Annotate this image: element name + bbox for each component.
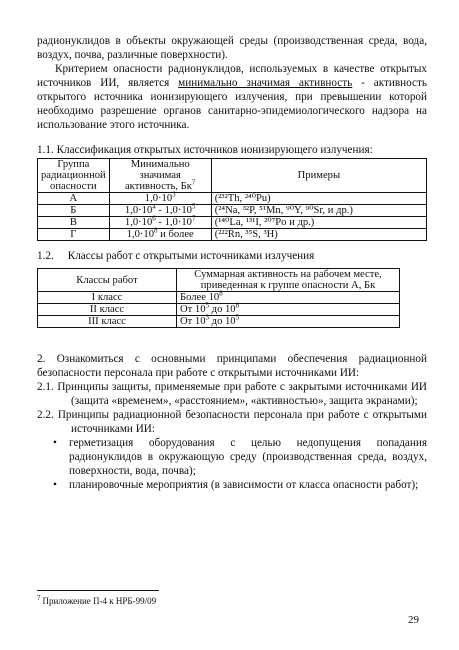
class-cell: II класс — [38, 304, 177, 316]
group-cell: В — [38, 217, 110, 229]
range-text: От 10 — [180, 316, 206, 327]
table-row — [38, 304, 400, 316]
footnote-text: Приложение П-4 к НРБ-99/09 — [42, 596, 157, 606]
point-2: 2. Ознакомиться с основными принципами обеспечения радиационной безопасности персонала при работе с открытыми источниками ИИ: — [37, 353, 427, 379]
bullet-icon: • — [53, 437, 57, 449]
examples-cell: (²²²Rn, ³⁵S, ³H) — [211, 229, 426, 241]
range-exp2: 8 — [235, 301, 240, 310]
table-row — [38, 316, 400, 328]
list-item — [37, 436, 427, 478]
bullet-text: герметизация оборудования с целью недопущения попадания радионуклидов в окружающую среду (производственная среда, воздух, поверхности, вода, почва); — [69, 437, 427, 477]
range-cell — [177, 313, 400, 328]
page-number: 29 — [408, 614, 419, 626]
bullet-text: планировочные мероприятия (в зависимости от класса опасности работ); — [69, 479, 419, 491]
activity-exp: 4 — [152, 202, 156, 211]
group-cell: Г — [38, 229, 110, 241]
activity-cell — [109, 202, 211, 217]
activity-exp2: 5 — [191, 202, 196, 211]
activity-rest: - 1,0·10 — [155, 217, 192, 228]
criterion-start: Критерием опасности радионуклидов, используемых в качестве открытых источников ИИ, является — [37, 63, 427, 89]
list-item — [37, 478, 427, 492]
table-row — [38, 205, 427, 217]
criterion-end: - активность открытого источника ионизирующего излучения, при превышении которой необходимо разрешение органов санитарно-эпидемиологического надзора на использование этого источника. — [37, 77, 427, 131]
range-cell — [177, 289, 400, 304]
footnote — [37, 596, 156, 606]
range-exp: 3 — [205, 313, 210, 322]
activity-cell — [109, 190, 211, 205]
footnote-mark: 7 — [37, 594, 41, 602]
range-exp2: 5 — [235, 313, 240, 322]
range-text: Более 10 — [180, 292, 220, 303]
examples-cell: (²³²Th, ²⁴⁰Pu) — [211, 193, 426, 205]
range-mid: до 10 — [209, 316, 236, 327]
activity-exp2: 7 — [191, 214, 196, 223]
class-cell: I класс — [38, 292, 177, 304]
activity-value: 1,0·10 — [124, 205, 153, 216]
range-exp: 8 — [219, 289, 223, 298]
footnote-ref: 7 — [191, 178, 196, 187]
range-text: От 10 — [180, 304, 206, 315]
activity-value: 1,0·10 — [144, 193, 173, 204]
class-cell: III класс — [38, 316, 177, 328]
header-total-activity: Суммарная активность на рабочем месте, приведенная к группе опасности А, Бк — [177, 269, 400, 292]
page-body — [37, 34, 427, 492]
criterion-paragraph — [37, 62, 427, 132]
activity-exp: 3 — [172, 190, 176, 199]
range-mid: до 10 — [209, 304, 236, 315]
header-group: Группа радиационной опасности — [38, 159, 110, 193]
classification-table — [37, 158, 427, 241]
section-2-title: 1.2. Классы работ с открытыми источниками излучения — [37, 250, 315, 262]
activity-value: 1,0·10 — [126, 229, 155, 240]
examples-cell: (²⁴Na, ³²P, ⁵¹Mn, ⁹⁰Y, ⁹⁰Sr, и др.) — [211, 205, 426, 217]
activity-value: 1,0·10 — [124, 217, 153, 228]
footnote-divider — [37, 590, 159, 591]
activity-exp: 8 — [154, 226, 158, 235]
group-cell: А — [38, 193, 110, 205]
table-header-row — [38, 159, 427, 193]
table-row — [38, 292, 400, 304]
group-cell: Б — [38, 205, 110, 217]
activity-cell — [109, 214, 211, 229]
intro-line: радионуклидов в объекты окружающей среды (производственная среда, вода, воздух, почва, различные поверхности). — [37, 35, 427, 61]
table-row — [38, 229, 427, 241]
table-row — [38, 217, 427, 229]
table-row — [38, 193, 427, 205]
activity-rest: и более — [157, 229, 194, 240]
examples-cell: (¹⁴⁰La, ¹³¹I, ²⁰⁷Po и др.) — [211, 217, 426, 229]
header-class: Классы работ — [38, 269, 177, 292]
range-cell — [177, 301, 400, 316]
item-2-1: 2.1. Принципы защиты, применяемые при работе с закрытыми источниками ИИ (защита «временем», «расстоянием», «активностью», защита экранами); — [37, 381, 427, 407]
section-1-title: 1.1. Классификация открытых источников ионизирующего излучения: — [37, 144, 373, 156]
header-examples: Примеры — [211, 159, 426, 193]
item-2-2: 2.2. Принципы радиационной безопасности персонала при работе с открытыми источниками ИИ: — [37, 409, 427, 435]
table-header-row — [38, 269, 400, 292]
criterion-term: минимально значимая активность — [178, 77, 353, 89]
range-exp: 5 — [205, 301, 210, 310]
bullet-icon: • — [53, 479, 57, 491]
header-activity — [109, 159, 211, 193]
activity-cell — [109, 226, 211, 241]
header-activity-text: Минимально значимая активность, Бк — [124, 159, 192, 192]
activity-rest: - 1,0·10 — [155, 205, 192, 216]
work-classes-table — [37, 268, 400, 328]
activity-exp: 6 — [152, 214, 156, 223]
